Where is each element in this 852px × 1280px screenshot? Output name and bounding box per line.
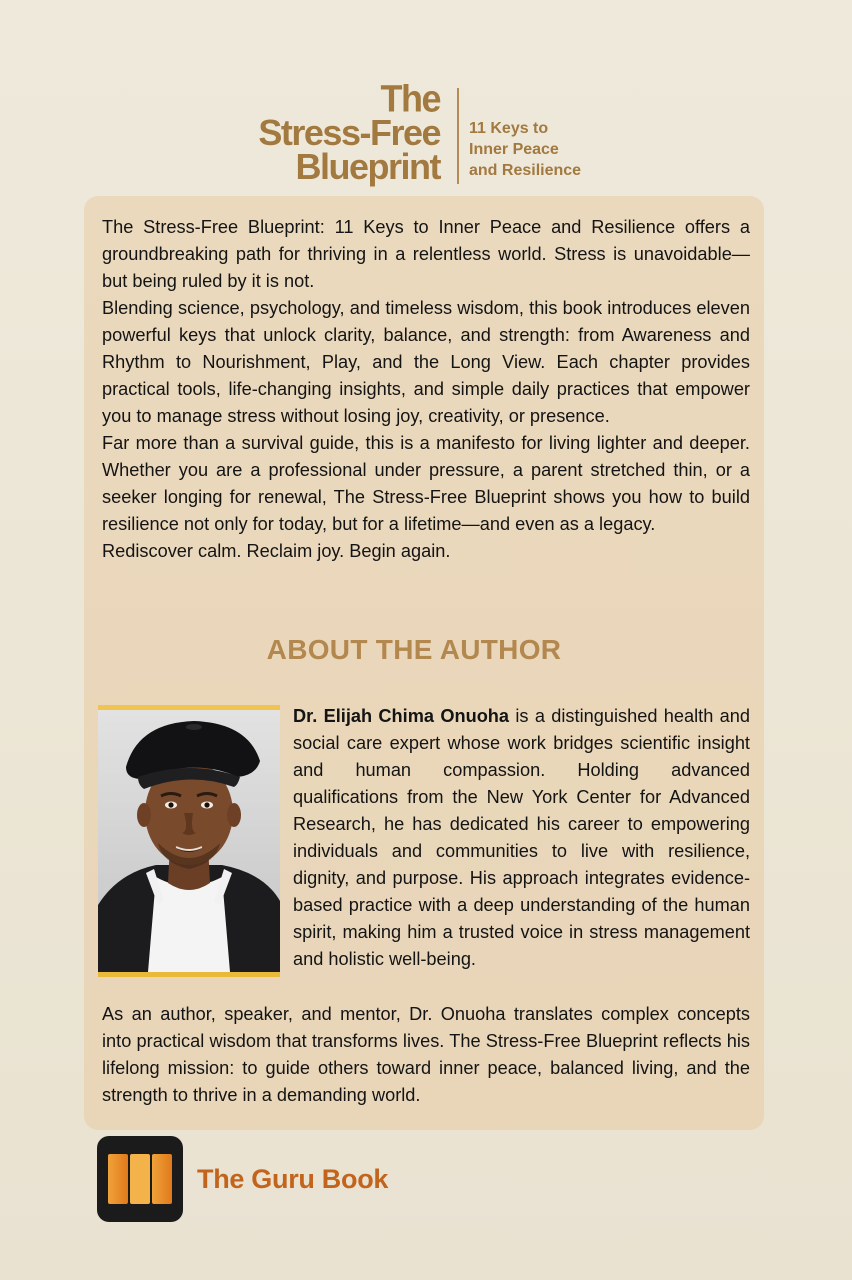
publisher-name: The Guru Book bbox=[197, 1164, 389, 1194]
book-title bbox=[250, 76, 440, 187]
publisher-logo bbox=[97, 1136, 183, 1222]
author-bio-text: is a distinguished health and social care expert whose work bridges scientific insight and human compassion. Holding advanced qualifications from the New York Center for Advanced Research, he has dedicated his career to empowering individuals and communities to live with resilience, dignity, and purpose. His approach integrates evidence-based practice with a deep understanding of the human spirit, making him a trusted voice in stress management and holistic well-being. bbox=[293, 706, 750, 969]
description-paragraph-4: Rediscover calm. Reclaim joy. Begin again. bbox=[102, 541, 451, 561]
author-name: Dr. Elijah Chima Onuoha bbox=[293, 706, 510, 726]
title-divider bbox=[457, 88, 459, 184]
book-title-line-2: Stress-Free bbox=[258, 112, 440, 153]
description-paragraph-2: Blending science, psychology, and timeless wisdom, this book introduces eleven powerful keys that unlock clarity, balance, and strength: from Awareness and Rhythm to Nourishment, Play, and the Long View. Each chapter provides practical tools, life-changing insights, and simple daily practices that empower you to manage stress without losing joy, creativity, or presence. bbox=[102, 298, 750, 426]
author-photo bbox=[98, 705, 280, 977]
description-paragraph-1: The Stress-Free Blueprint: 11 Keys to Inner Peace and Resilience offers a groundbreaking path for thriving in a relentless world. Stress is unavoidable—but being ruled by it is not. bbox=[102, 217, 750, 291]
author-bio-continued: As an author, speaker, and mentor, Dr. Onuoha translates complex concepts into practical wisdom that transforms lives. The Stress-Free Blueprint reflects his lifelong mission: to guide others toward inner peace, balanced living, and the strength to thrive in a demanding world. bbox=[102, 1004, 750, 1105]
book-description bbox=[102, 214, 750, 565]
author-bio-intro bbox=[293, 703, 750, 973]
book-title-line-3: Blueprint bbox=[295, 146, 440, 187]
description-paragraph-3: Far more than a survival guide, this is a manifesto for living lighter and deeper. Whether you are a professional under pressure, a parent stretched thin, or a seeker longing for renewal, The Stress-Free Blueprint shows you how to build resilience not only for today, but for a lifetime—and even as a legacy. bbox=[102, 433, 750, 534]
subtitle-line-2: Inner Peace bbox=[469, 141, 559, 158]
author-portrait-illustration bbox=[98, 705, 280, 972]
open-book-icon bbox=[97, 1136, 183, 1222]
subtitle-line-1: 11 Keys to bbox=[469, 120, 549, 137]
about-author-heading: ABOUT THE AUTHOR bbox=[266, 634, 562, 665]
book-title-header bbox=[0, 76, 852, 192]
subtitle-line-3: and Resilience bbox=[469, 162, 582, 179]
book-title-line-1: The bbox=[380, 76, 440, 120]
book-subtitle bbox=[469, 118, 669, 181]
